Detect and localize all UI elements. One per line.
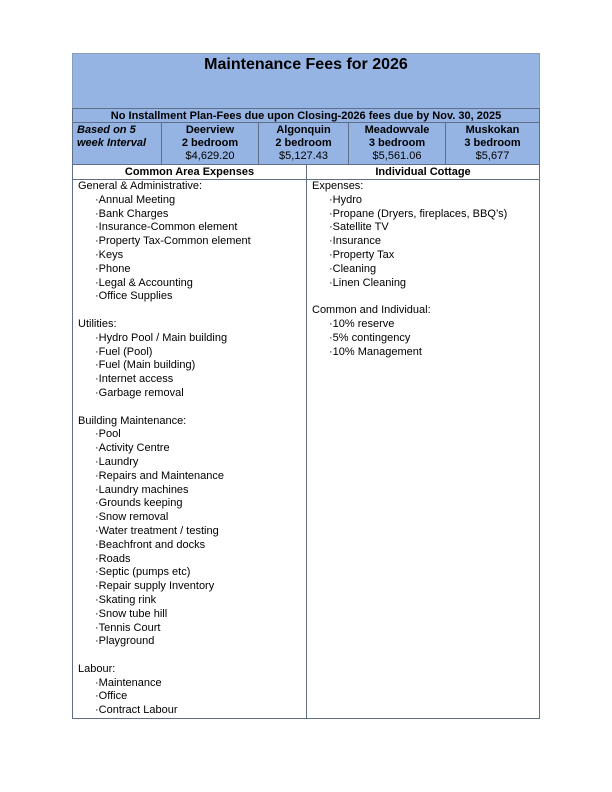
cottage-size: 2 bedroom <box>275 137 332 149</box>
list-item: ·5% contingency <box>329 331 411 344</box>
list-item: ·Beachfront and docks <box>95 538 206 551</box>
list-item: ·Internet access <box>95 373 174 386</box>
cottage-size: 2 bedroom <box>181 137 239 149</box>
cottage-name: Deerview <box>185 124 235 136</box>
list-item: ·Laundry <box>95 455 139 468</box>
cottage-muskokan <box>445 123 539 164</box>
cottage-fee: $5,127.43 <box>279 150 328 162</box>
individual-cottage-column <box>307 165 539 718</box>
interval-label-line1: Based on 5 <box>77 124 136 136</box>
common-area-header: Common Area Expenses <box>73 165 306 180</box>
list-item: ·Maintenance <box>95 676 162 689</box>
payment-notice: No Installment Plan-Fees due upon Closing-2026 fees due by Nov. 30, 2025 <box>72 108 540 123</box>
section-heading: Building Maintenance: <box>78 414 187 427</box>
document-title: Maintenance Fees for 2026 <box>72 53 540 108</box>
list-item: ·Snow removal <box>95 511 169 524</box>
cottage-fee: $4,629.20 <box>185 150 235 162</box>
cottage-name: Muskokan <box>465 124 520 136</box>
list-item: ·Hydro Pool / Main building <box>95 331 228 344</box>
list-item: ·Phone <box>95 262 131 275</box>
cottage-size: 3 bedroom <box>368 137 426 149</box>
list-item: ·Annual Meeting <box>95 193 176 206</box>
fees-document <box>72 53 540 719</box>
section-spacer <box>78 304 306 318</box>
list-item: ·Keys <box>95 248 124 261</box>
section-spacer <box>78 649 306 663</box>
list-item: ·Contract Labour <box>95 704 178 717</box>
list-item: ·Property Tax <box>329 248 395 261</box>
list-item: ·Satellite TV <box>329 221 389 234</box>
list-item: ·10% reserve <box>329 317 395 330</box>
list-item: ·Fuel (Pool) <box>95 345 153 358</box>
list-item: ·Insurance-Common element <box>95 221 238 234</box>
list-item: ·Hydro <box>329 193 363 206</box>
list-item: ·Roads <box>95 552 131 565</box>
cottage-fee: $5,561.06 <box>372 150 422 162</box>
list-item: ·Office <box>95 690 128 703</box>
list-item: ·Tennis Court <box>95 621 161 634</box>
list-item: ·10% Management <box>329 345 422 358</box>
list-item: ·Bank Charges <box>95 207 169 220</box>
cottage-algonquin <box>258 123 348 164</box>
cottage-size: 3 bedroom <box>464 137 521 149</box>
fee-table-row <box>72 123 540 165</box>
individual-cottage-header: Individual Cottage <box>307 165 539 180</box>
list-item: ·Property Tax-Common element <box>95 235 251 248</box>
section-heading: Common and Individual: <box>312 304 431 317</box>
list-item: ·Repair supply Inventory <box>95 580 215 593</box>
section-spacer <box>312 290 539 304</box>
list-item: ·Laundry machines <box>95 483 189 496</box>
list-item: ·Garbage removal <box>95 386 184 399</box>
section-spacer <box>78 401 306 415</box>
interval-label <box>73 123 161 164</box>
cottage-deerview <box>161 123 258 164</box>
common-area-list <box>73 180 306 718</box>
section-heading: Utilities: <box>78 317 117 330</box>
cottage-meadowvale <box>348 123 445 164</box>
list-item: ·Fuel (Main building) <box>95 359 196 372</box>
list-item: ·Propane (Dryers, fireplaces, BBQ’s) <box>329 207 508 220</box>
list-item: ·Legal & Accounting <box>95 276 193 289</box>
list-item: ·Playground <box>95 635 155 648</box>
cottage-name: Algonquin <box>276 124 331 136</box>
interval-label-line2: week Interval <box>77 137 147 149</box>
list-item: ·Office Supplies <box>95 290 173 303</box>
list-item: ·Water treatment / testing <box>95 524 219 537</box>
list-item: ·Activity Centre <box>95 442 170 455</box>
section-heading: Expenses: <box>312 180 364 192</box>
list-item: ·Repairs and Maintenance <box>95 469 225 482</box>
cottage-fee: $5,677 <box>475 150 510 162</box>
list-item: ·Septic (pumps etc) <box>95 566 191 579</box>
common-area-column <box>73 165 307 718</box>
section-heading: Labour: <box>78 662 116 675</box>
list-item: ·Grounds keeping <box>95 497 183 510</box>
list-item: ·Snow tube hill <box>95 607 168 620</box>
individual-cottage-list <box>307 180 539 359</box>
list-item: ·Insurance <box>329 235 381 248</box>
list-item: ·Skating rink <box>95 593 157 606</box>
expenses-table <box>72 165 540 719</box>
list-item: ·Pool <box>95 428 121 441</box>
cottage-name: Meadowvale <box>364 124 430 136</box>
section-heading: General & Administrative: <box>78 180 203 192</box>
list-item: ·Linen Cleaning <box>329 276 407 289</box>
list-item: ·Cleaning <box>329 262 377 275</box>
